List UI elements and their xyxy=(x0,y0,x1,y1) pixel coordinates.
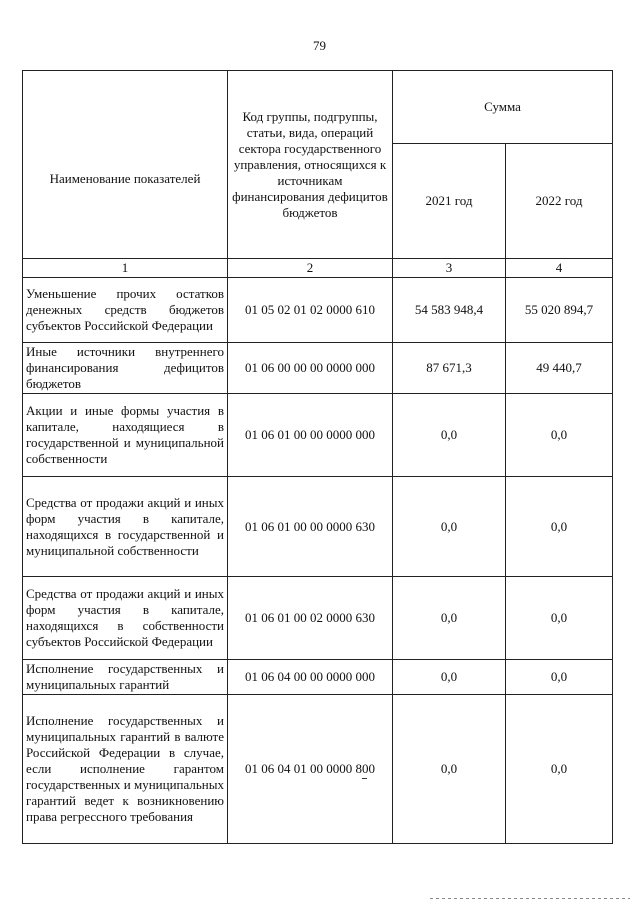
header-sum: Сумма xyxy=(393,71,613,144)
column-number: 3 xyxy=(393,259,506,278)
scan-mark xyxy=(362,778,367,779)
scan-footer-line xyxy=(430,898,630,899)
row-code: 01 05 02 01 02 0000 610 xyxy=(228,278,393,343)
header-year-2022: 2022 год xyxy=(506,143,613,258)
table-row xyxy=(23,577,613,660)
table-row xyxy=(23,278,613,343)
row-code: 01 06 04 00 00 0000 000 xyxy=(228,660,393,695)
row-value-2022: 55 020 894,7 xyxy=(506,278,613,343)
column-numbers-row xyxy=(23,259,613,278)
row-name: Акции и иные формы участия в капитале, находящиеся в государственной и муниципальной собственности xyxy=(23,394,228,477)
row-value-2021: 0,0 xyxy=(393,477,506,577)
column-number: 4 xyxy=(506,259,613,278)
row-value-2021: 0,0 xyxy=(393,577,506,660)
table-row xyxy=(23,660,613,695)
table-row xyxy=(23,394,613,477)
row-value-2021: 0,0 xyxy=(393,695,506,844)
header-year-2021: 2021 год xyxy=(393,143,506,258)
row-name: Исполнение государственных и муниципальных гарантий в валюте Российской Федерации в случае, если исполнение гарантом государственных и муниципальных гарантий ведет к возникновению права регрессного требования xyxy=(23,695,228,844)
row-name: Средства от продажи акций и иных форм участия в капитале, находящихся в государственной и муниципальной собственности xyxy=(23,477,228,577)
row-value-2021: 0,0 xyxy=(393,394,506,477)
table-header-row xyxy=(23,71,613,144)
row-name: Средства от продажи акций и иных форм участия в капитале, находящихся в собственности субъектов Российской Федерации xyxy=(23,577,228,660)
row-value-2022: 0,0 xyxy=(506,695,613,844)
page-number: 79 xyxy=(313,38,326,53)
budget-sources-table xyxy=(22,70,613,844)
row-value-2022: 0,0 xyxy=(506,577,613,660)
row-value-2022: 0,0 xyxy=(506,477,613,577)
table-row xyxy=(23,343,613,394)
row-code: 01 06 01 00 00 0000 630 xyxy=(228,477,393,577)
row-code: 01 06 04 01 00 0000 800 xyxy=(228,695,393,844)
row-code: 01 06 01 00 02 0000 630 xyxy=(228,577,393,660)
column-number: 1 xyxy=(23,259,228,278)
header-code: Код группы, подгруппы, статьи, вида, операций сектора государственного управления, относящихся к источникам финансирования дефицитов бюджетов xyxy=(228,71,393,259)
row-value-2022: 49 440,7 xyxy=(506,343,613,394)
table-row xyxy=(23,477,613,577)
row-name: Исполнение государственных и муниципальных гарантий xyxy=(23,660,228,695)
header-name: Наименование показателей xyxy=(23,71,228,259)
table-row xyxy=(23,695,613,844)
row-value-2022: 0,0 xyxy=(506,394,613,477)
row-value-2021: 0,0 xyxy=(393,660,506,695)
column-number: 2 xyxy=(228,259,393,278)
row-code: 01 06 01 00 00 0000 000 xyxy=(228,394,393,477)
row-name: Иные источники внутреннего финансирования дефицитов бюджетов xyxy=(23,343,228,394)
row-value-2021: 87 671,3 xyxy=(393,343,506,394)
row-value-2022: 0,0 xyxy=(506,660,613,695)
row-code: 01 06 00 00 00 0000 000 xyxy=(228,343,393,394)
row-value-2021: 54 583 948,4 xyxy=(393,278,506,343)
row-name: Уменьшение прочих остатков денежных средств бюджетов субъектов Российской Федерации xyxy=(23,278,228,343)
